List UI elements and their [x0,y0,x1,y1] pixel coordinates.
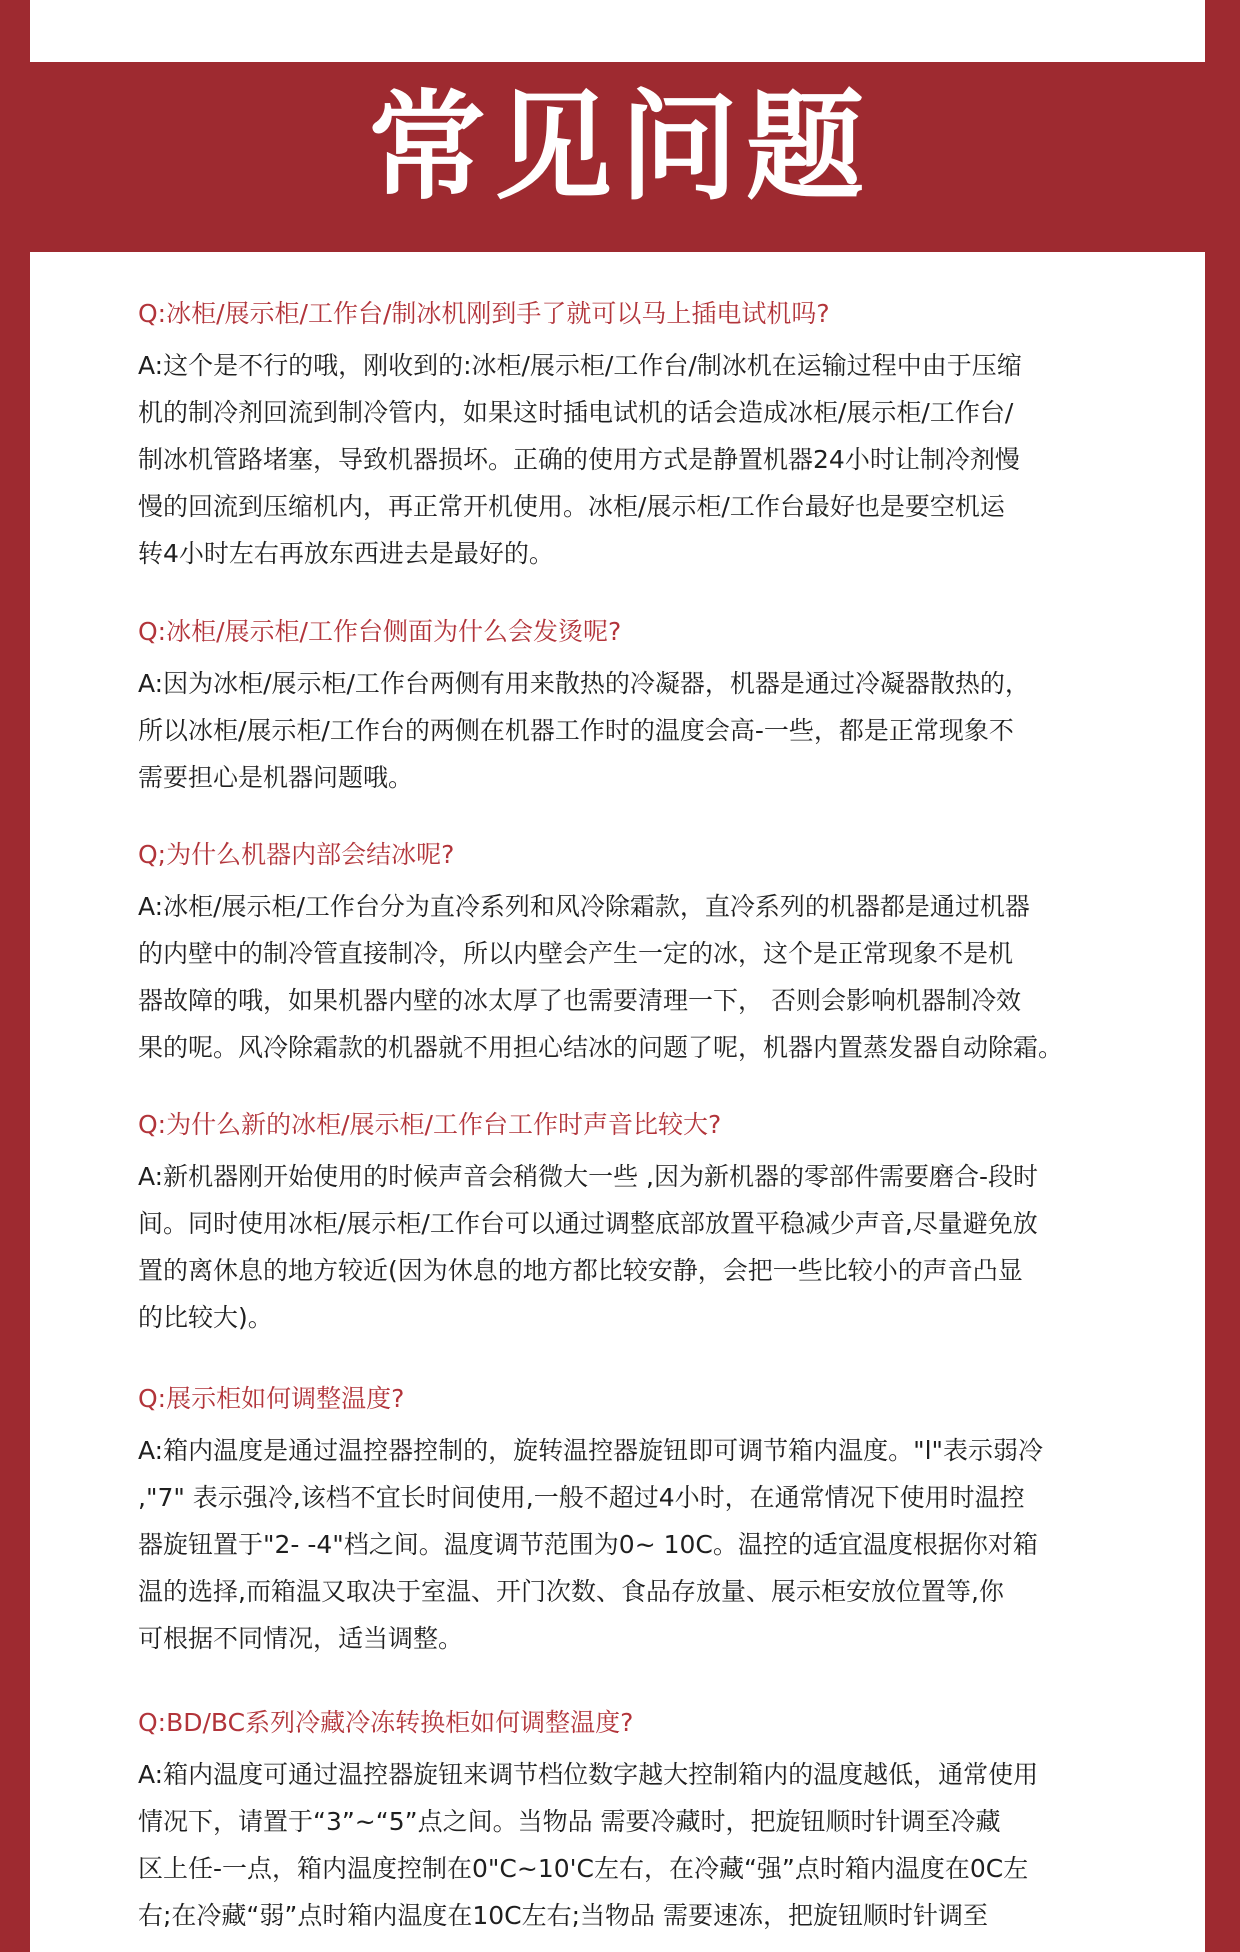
faq-list [138,290,1173,1939]
faq-answer-line: A:箱内温度是通过温控器控制的，旋转温控器旋钮即可调节箱内温度。"l"表示弱冷 [138,1436,1044,1465]
faq-answer-line: 区上任-一点，箱内温度控制在0"C~10'C左右，在冷藏“强”点时箱内温度在0C左 [138,1854,1029,1883]
faq-answer [138,342,1173,577]
faq-answer-line: 制冰机管路堵塞，导致机器损坏。正确的使用方式是静置机器24小时让制冷剂慢 [138,445,1020,474]
faq-answer-line: A:冰柜/展示柜/工作台分为直冷系列和风冷除霜款，直冷系列的机器都是通过机器 [138,892,1030,921]
faq-question: Q:冰柜/展示柜/工作台侧面为什么会发烫呢? [138,617,622,646]
faq-item [138,831,1173,1071]
faq-answer-line: 慢的回流到压缩机内，再正常开机使用。冰柜/展示柜/工作台最好也是要空机运 [138,492,1005,521]
faq-item [138,1699,1173,1939]
faq-answer-line: 置的离休息的地方较近(因为休息的地方都比较安静，会把一些比较小的声音凸显 [138,1256,1023,1285]
faq-answer-line: 的比较大)。 [138,1303,273,1332]
faq-answer-line: 需要担心是机器问题哦。 [138,763,414,792]
faq-answer-line: A:这个是不行的哦，刚收到的:冰柜/展示柜/工作台/制冰机在运输过程中由于压缩 [138,351,1022,380]
faq-question: Q:BD/BC系列冷藏冷冻转换柜如何调整温度? [138,1708,634,1737]
faq-answer-line: 果的呢。风冷除霜款的机器就不用担心结冰的问题了呢，机器内置蒸发器自动除霜。 [138,1033,1064,1062]
faq-answer-line: A:新机器刚开始使用的时候声音会稍微大一些 ,因为新机器的零部件需要磨合-段时 [138,1162,1039,1191]
faq-answer-line: 的内壁中的制冷管直接制冷，所以内壁会产生一定的冰，这个是正常现象不是机 [138,939,1014,968]
faq-answer-line: 转4小时左右再放东西进去是最好的。 [138,539,554,568]
faq-question: Q:展示柜如何调整温度? [138,1384,405,1413]
faq-answer-line: 右;在冷藏“弱”点时箱内温度在10C左右;当物品 需要速冻，把旋钮顺时针调至 [138,1901,988,1930]
faq-answer-line: 温的选择,而箱温又取决于室温、开门次数、食品存放量、展示柜安放位置等,你 [138,1577,1004,1606]
faq-answer-line: 器旋钮置于"2- -4"档之间。温度调节范围为0~ 10C。温控的适宜温度根据你对箱 [138,1530,1038,1559]
faq-answer-line: 所以冰柜/展示柜/工作台的两侧在机器工作时的温度会高-一些，都是正常现象不 [138,716,1014,745]
faq-answer-line: ,"7" 表示强冷,该档不宜长时间使用,一般不超过4小时，在通常情况下使用时温控 [138,1483,1025,1512]
faq-answer [138,1153,1173,1341]
faq-item [138,1101,1173,1341]
faq-question: Q:冰柜/展示柜/工作台/制冰机刚到手了就可以马上插电试机吗? [138,299,830,328]
faq-answer-line: 间。同时使用冰柜/展示柜/工作台可以通过调整底部放置平稳减少声音,尽量避免放 [138,1209,1038,1238]
faq-answer [138,883,1173,1071]
faq-answer-line: A:箱内温度可通过温控器旋钮来调节档位数字越大控制箱内的温度越低，通常使用 [138,1760,1039,1789]
faq-item [138,608,1173,801]
page-title: 常见问题 [367,78,872,216]
top-white-card [30,0,1205,62]
faq-answer-line: 情况下，请置于“3”~“5”点之间。当物品 需要冷藏时，把旋钮顺时针调至冷藏 [138,1807,1001,1836]
faq-question: Q;为什么机器内部会结冰呢? [138,840,455,869]
faq-answer-line: 可根据不同情况，适当调整。 [138,1624,464,1653]
faq-answer-line: 机的制冷剂回流到制冷管内，如果这时插电试机的话会造成冰柜/展示柜/工作台/ [138,398,1014,427]
faq-question: Q:为什么新的冰柜/展示柜/工作台工作时声音比较大? [138,1110,722,1139]
faq-answer-line: 器故障的哦，如果机器内壁的冰太厚了也需要清理一下， 否则会影响机器制冷效 [138,986,1021,1015]
faq-answer [138,1427,1173,1662]
faq-item [138,1375,1173,1662]
faq-answer [138,1751,1173,1939]
faq-answer-line: A:因为冰柜/展示柜/工作台两侧有用来散热的冷凝器，机器是通过冷凝器散热的， [138,669,1030,698]
faq-item [138,290,1173,577]
faq-answer [138,660,1173,801]
